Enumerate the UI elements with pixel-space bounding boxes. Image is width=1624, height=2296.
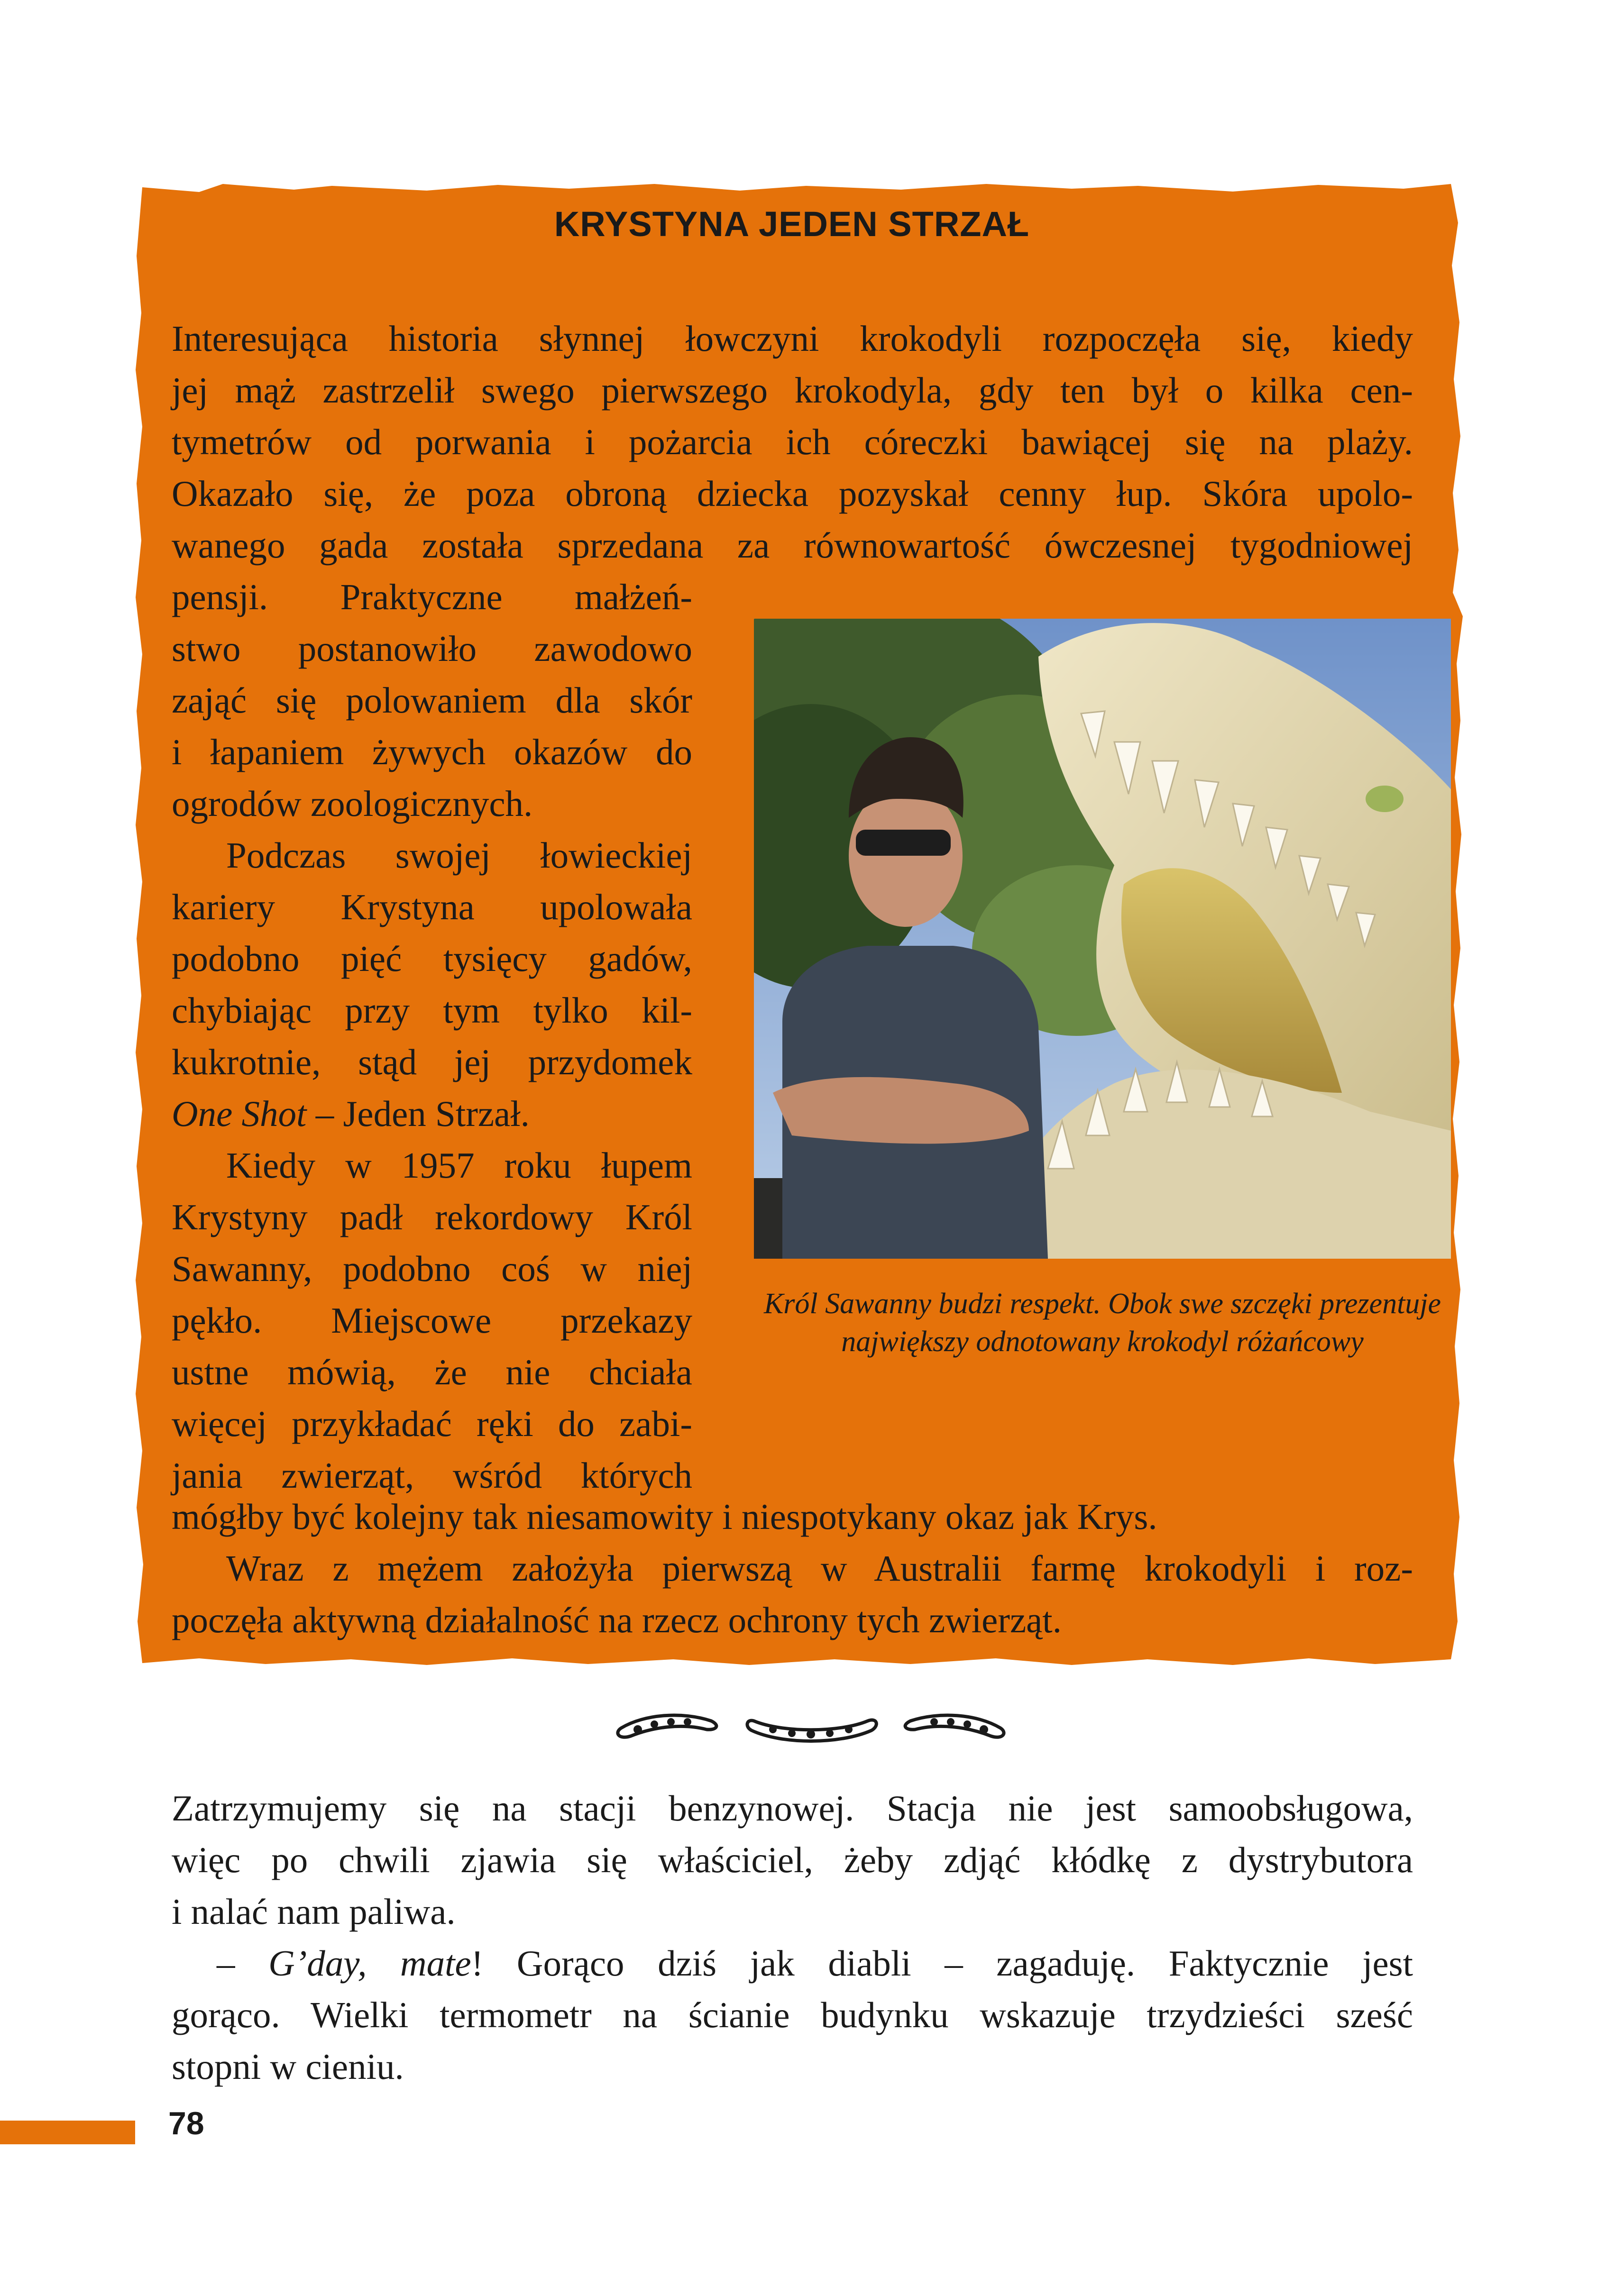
text-line: Sawanny, podobno coś w niej xyxy=(172,1248,692,1289)
text-line: kariery Krystyna upolowała xyxy=(172,887,692,927)
box-intro-paragraph xyxy=(172,313,1413,571)
box-title: KRYSTYNA JEDEN STRZAŁ xyxy=(554,204,1030,244)
text-line: mógłby być kolejny tak niesamowity i niespotykany okaz jak Krys. xyxy=(172,1496,1157,1537)
text-line: Zatrzymujemy się na stacji benzynowej. Stacja nie jest samoobsługowa, xyxy=(172,1788,1413,1829)
boomerang-ornament-icon xyxy=(612,1702,1010,1749)
text-line: więc po chwili zjawia się właściciel, żeby zdjąć kłódkę z dystrybutora xyxy=(172,1839,1413,1880)
text-line: pękło. Miejscowe przekazy xyxy=(172,1300,692,1341)
text-line: stopni w cieniu. xyxy=(172,2046,404,2087)
crocodile-statue-photo xyxy=(754,619,1451,1259)
box-closing-paragraph xyxy=(172,1491,1413,1646)
text-line-content: Kiedy w 1957 roku łupem xyxy=(226,1145,692,1186)
text-line: i nalać nam paliwa. xyxy=(172,1891,456,1932)
text-line: podobno pięć tysięcy gadów, xyxy=(172,938,692,979)
text-line-content: Wraz z mężem założyła pierwszą w Australii farmę krokodyli i roz- xyxy=(226,1548,1413,1589)
body-paragraph xyxy=(172,1783,1413,2093)
text-line: zająć się polowaniem dla skór xyxy=(172,680,692,721)
text-line: pensji. Praktyczne małżeń- xyxy=(172,576,692,617)
text-line-content: Podczas swojej łowieckiej xyxy=(226,835,692,876)
one-shot-italic: One Shot xyxy=(172,1093,307,1134)
text-line: wanego gada została sprzedana za równowartość ówczesnej tygodniowej xyxy=(172,525,1413,566)
text-line: tymetrów od porwania i pożarcia ich córeczki bawiącej się na plaży. xyxy=(172,421,1413,462)
text-line: ustne mówią, że nie chciała xyxy=(172,1352,692,1392)
text-line: poczęła aktywną działalność na rzecz ochrony tych zwierząt. xyxy=(172,1600,1062,1640)
text-line xyxy=(172,1543,1413,1594)
text-line xyxy=(172,1140,692,1191)
text-line: ogrodów zoologicznych. xyxy=(172,783,533,824)
box-left-column xyxy=(172,571,692,1501)
text-line: jej mąż zastrzelił swego pierwszego krokodyla, gdy ten był o kilka cen- xyxy=(172,370,1413,411)
text-line: gorąco. Wielki termometr na ścianie budynku wskazuje trzydzieści sześć xyxy=(172,1994,1413,2035)
text-line: kukrotnie, stąd jej przydomek xyxy=(172,1042,692,1082)
dialog-dash: – xyxy=(217,1943,269,1984)
text-line-content: ! Gorąco dziś jak diabli – zagaduję. Faktycznie jest xyxy=(471,1943,1413,1984)
text-line: jania zwierząt, wśród których xyxy=(172,1455,692,1496)
dialog-italic: G’day, mate xyxy=(268,1943,471,1984)
text-line: więcej przykładać ręki do zabi- xyxy=(172,1403,692,1444)
photo-caption: Król Sawanny budzi respekt. Obok swe szczęki prezentuje największy odnotowany krokodyl różańcowy xyxy=(763,1288,1441,1358)
text-line: Interesująca historia słynnej łowczyni krokodyli rozpoczęła się, kiedy xyxy=(172,318,1413,359)
text-line: stwo postanowiło zawodowo xyxy=(172,628,692,669)
footer-accent-bar xyxy=(0,2121,135,2144)
page-number: 78 xyxy=(168,2105,204,2141)
text-line xyxy=(172,1938,1413,1989)
photo-illustration xyxy=(754,619,1451,1259)
text-line: Krystyny padł rekordowy Król xyxy=(172,1197,692,1237)
text-line-content: – Jeden Strzał. xyxy=(315,1093,530,1134)
text-line: chybiając przy tym tylko kil- xyxy=(172,990,692,1031)
text-line: i łapaniem żywych okazów do xyxy=(172,732,692,772)
text-line xyxy=(172,1088,692,1140)
text-line xyxy=(172,830,692,881)
text-line: Okazało się, że poza obroną dziecka pozyskał cenny łup. Skóra upolo- xyxy=(172,473,1413,514)
